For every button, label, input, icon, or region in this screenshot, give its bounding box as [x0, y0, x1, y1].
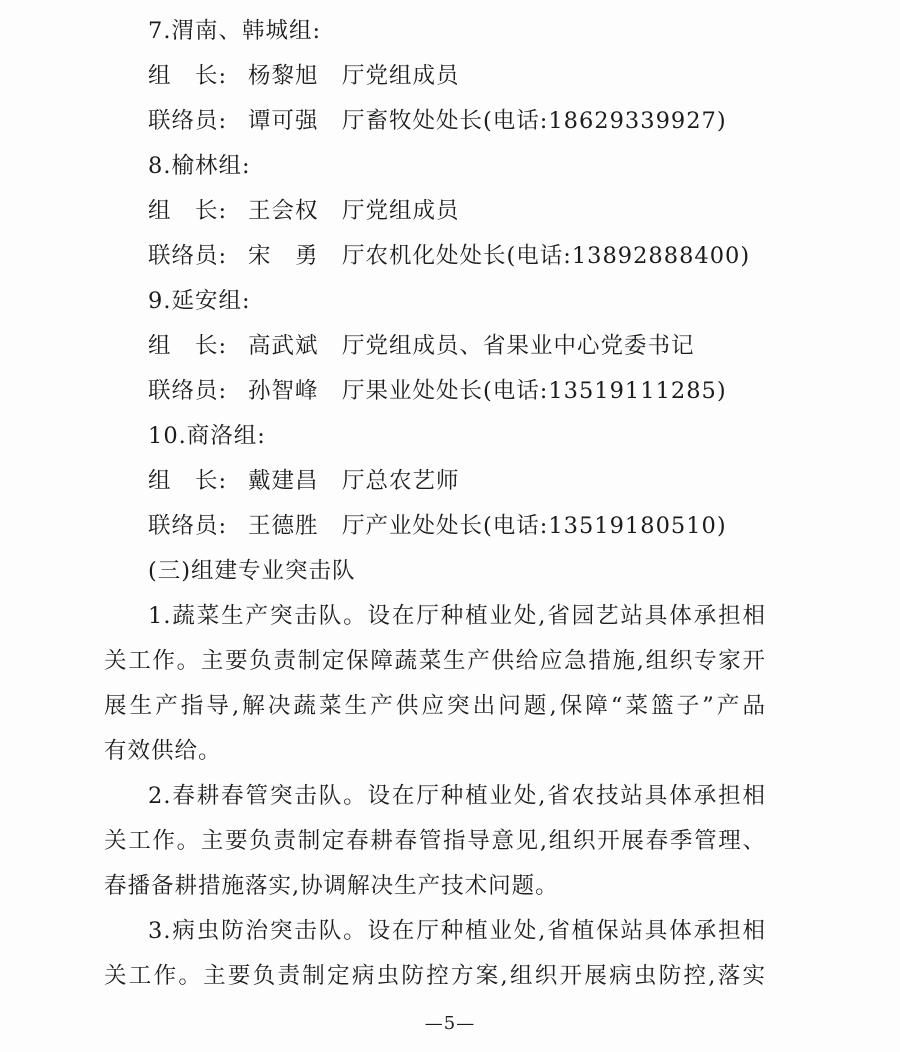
leader-label: 组 长:	[148, 198, 228, 224]
paragraph-line: 2.春耕春管突击队。设在厅种植业处,省农技站具体承担相	[148, 783, 766, 809]
leader-name: 戴建昌	[248, 468, 319, 494]
leader-row	[148, 331, 695, 361]
contact-label: 联络员:	[148, 378, 228, 404]
group-heading: 9.延安组:	[148, 288, 251, 314]
leader-row	[148, 196, 460, 226]
contact-name: 谭可强	[248, 108, 319, 134]
group-heading: 10.商洛组:	[148, 423, 266, 449]
leader-name: 杨黎旭	[248, 63, 319, 89]
leader-row	[148, 61, 460, 91]
contact-label: 联络员:	[148, 513, 228, 539]
contact-title: 厅果业处处长(电话:13519111285)	[342, 378, 727, 404]
contact-label: 联络员:	[148, 243, 228, 269]
leader-label: 组 长:	[148, 333, 228, 359]
leader-title: 厅党组成员	[342, 198, 460, 224]
contact-title: 厅农机化处处长(电话:13892888400)	[342, 243, 751, 269]
leader-title: 厅总农艺师	[342, 468, 460, 494]
contact-name: 王德胜	[248, 513, 319, 539]
page-number: —5—	[424, 1013, 476, 1034]
group-heading: 7.渭南、韩城组:	[148, 18, 322, 44]
paragraph-line: 关工作。主要负责制定病虫防控方案,组织开展病虫防控,落实	[104, 963, 766, 989]
contact-title: 厅畜牧处处长(电话:18629339927)	[342, 108, 727, 134]
group-heading: 8.榆林组:	[148, 153, 251, 179]
leader-row	[148, 466, 460, 496]
paragraph-line: 关工作。主要负责制定春耕春管指导意见,组织开展春季管理、	[104, 828, 766, 854]
contact-name: 宋 勇	[248, 243, 319, 269]
contact-row	[148, 106, 727, 136]
section-heading: (三)组建专业突击队	[148, 558, 356, 584]
contact-name: 孙智峰	[248, 378, 319, 404]
leader-label: 组 长:	[148, 468, 228, 494]
leader-title: 厅党组成员、省果业中心党委书记	[342, 333, 695, 359]
paragraph-line: 关工作。主要负责制定保障蔬菜生产供给应急措施,组织专家开	[104, 648, 766, 674]
paragraph-line: 3.病虫防治突击队。设在厅种植业处,省植保站具体承担相	[148, 918, 766, 944]
leader-title: 厅党组成员	[342, 63, 460, 89]
leader-name: 高武斌	[248, 333, 319, 359]
contact-row	[148, 376, 727, 406]
leader-name: 王会权	[248, 198, 319, 224]
paragraph-line: 展生产指导,解决蔬菜生产供应突出问题,保障“菜篮子”产品	[104, 693, 766, 719]
contact-title: 厅产业处处长(电话:13519180510)	[342, 513, 727, 539]
paragraph-line: 春播备耕措施落实,协调解决生产技术问题。	[104, 873, 559, 899]
contact-label: 联络员:	[148, 108, 228, 134]
leader-label: 组 长:	[148, 63, 228, 89]
contact-row	[148, 511, 727, 541]
paragraph-line: 1.蔬菜生产突击队。设在厅种植业处,省园艺站具体承担相	[148, 603, 766, 629]
contact-row	[148, 241, 750, 271]
paragraph-line: 有效供给。	[104, 738, 222, 764]
